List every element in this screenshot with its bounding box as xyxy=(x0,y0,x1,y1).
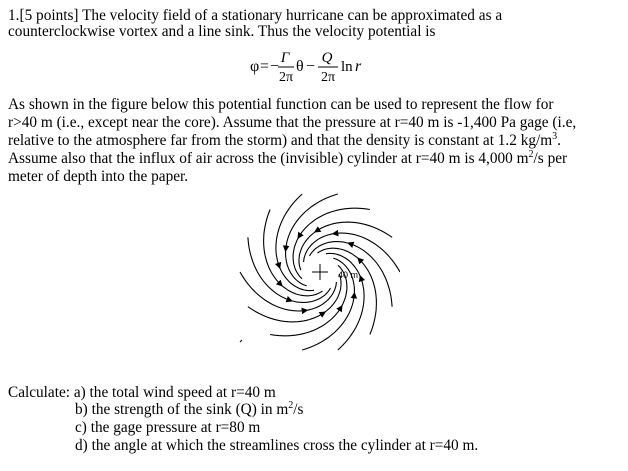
body-line-4-text: Assume also that the influx of air across the (invisible) cylinder at r=40 m is 4,000 m xyxy=(8,150,529,167)
body-line-2: r>40 m (i.e., except near the core). Assume that the pressure at r=40 m is -1,400 Pa gage (i.e, xyxy=(8,114,577,131)
eq-ln: ln xyxy=(341,59,353,75)
eq-theta: θ xyxy=(296,58,304,75)
core-center-marker xyxy=(312,264,328,280)
streamline xyxy=(286,194,338,286)
streamline xyxy=(276,194,314,291)
eq-den-1: 2π xyxy=(278,70,294,85)
streamline-arrow xyxy=(299,234,300,236)
body-line-3 xyxy=(8,132,620,150)
question-d: d) the angle at which the streamlines cross the cylinder at r=40 m. xyxy=(75,437,479,454)
body-line-5: meter of depth into the paper. xyxy=(8,168,189,185)
body-line-3-end: . xyxy=(557,132,561,149)
question-b-end: /s xyxy=(293,401,304,418)
velocity-potential-equation xyxy=(250,46,410,86)
body-line-3-text: relative to the atmosphere far from the storm) and that the density is constant at 1.2 kg/m xyxy=(8,132,553,149)
streamline-arrow xyxy=(278,264,279,266)
streamline-arrow xyxy=(321,313,323,314)
body-line-1: As shown in the figure below this potential function can be used to represent the flow for xyxy=(8,96,554,113)
stray-mark xyxy=(240,340,242,342)
streamline-arrow xyxy=(359,260,361,262)
streamline-arrow xyxy=(317,230,319,231)
question-c: c) the gage pressure at r=80 m xyxy=(75,419,261,436)
streamline-arrow xyxy=(361,278,362,280)
eq-r: r xyxy=(355,58,362,75)
eq-gamma: Γ xyxy=(280,50,290,66)
question-a: Calculate: a) the total wind speed at r=40 m xyxy=(8,384,276,401)
eq-minus-2: − xyxy=(306,58,316,75)
body-line-3-sup: 3 xyxy=(552,130,558,142)
eq-den-2: 2π xyxy=(320,70,336,85)
body-line-4 xyxy=(8,150,620,168)
eq-minus-1: − xyxy=(270,58,280,75)
eq-q: Q xyxy=(321,50,333,66)
eq-phi: φ xyxy=(250,58,260,75)
question-b-sup: 2 xyxy=(288,399,294,411)
streamline-arrow xyxy=(288,299,290,300)
problem-header-line-2: counterclockwise vortex and a line sink. Thus the velocity potential is xyxy=(8,23,436,40)
hurricane-streamline-figure xyxy=(230,190,400,380)
streamline-arrow xyxy=(340,308,341,310)
question-b-text: b) the strength of the sink (Q) in m xyxy=(75,401,289,418)
streamline-arrow xyxy=(350,244,352,245)
streamline-arrow xyxy=(279,283,281,285)
body-line-4-end: /s per xyxy=(533,150,568,167)
problem-header-line-1: 1.[5 points] The velocity field of a stationary hurricane can be approximated as a xyxy=(8,7,503,24)
body-line-4-sup: 2 xyxy=(528,148,534,160)
radius-label: 40 m xyxy=(338,270,359,280)
eq-equals: = xyxy=(260,58,270,75)
streamline xyxy=(326,253,364,350)
question-b xyxy=(75,401,303,419)
